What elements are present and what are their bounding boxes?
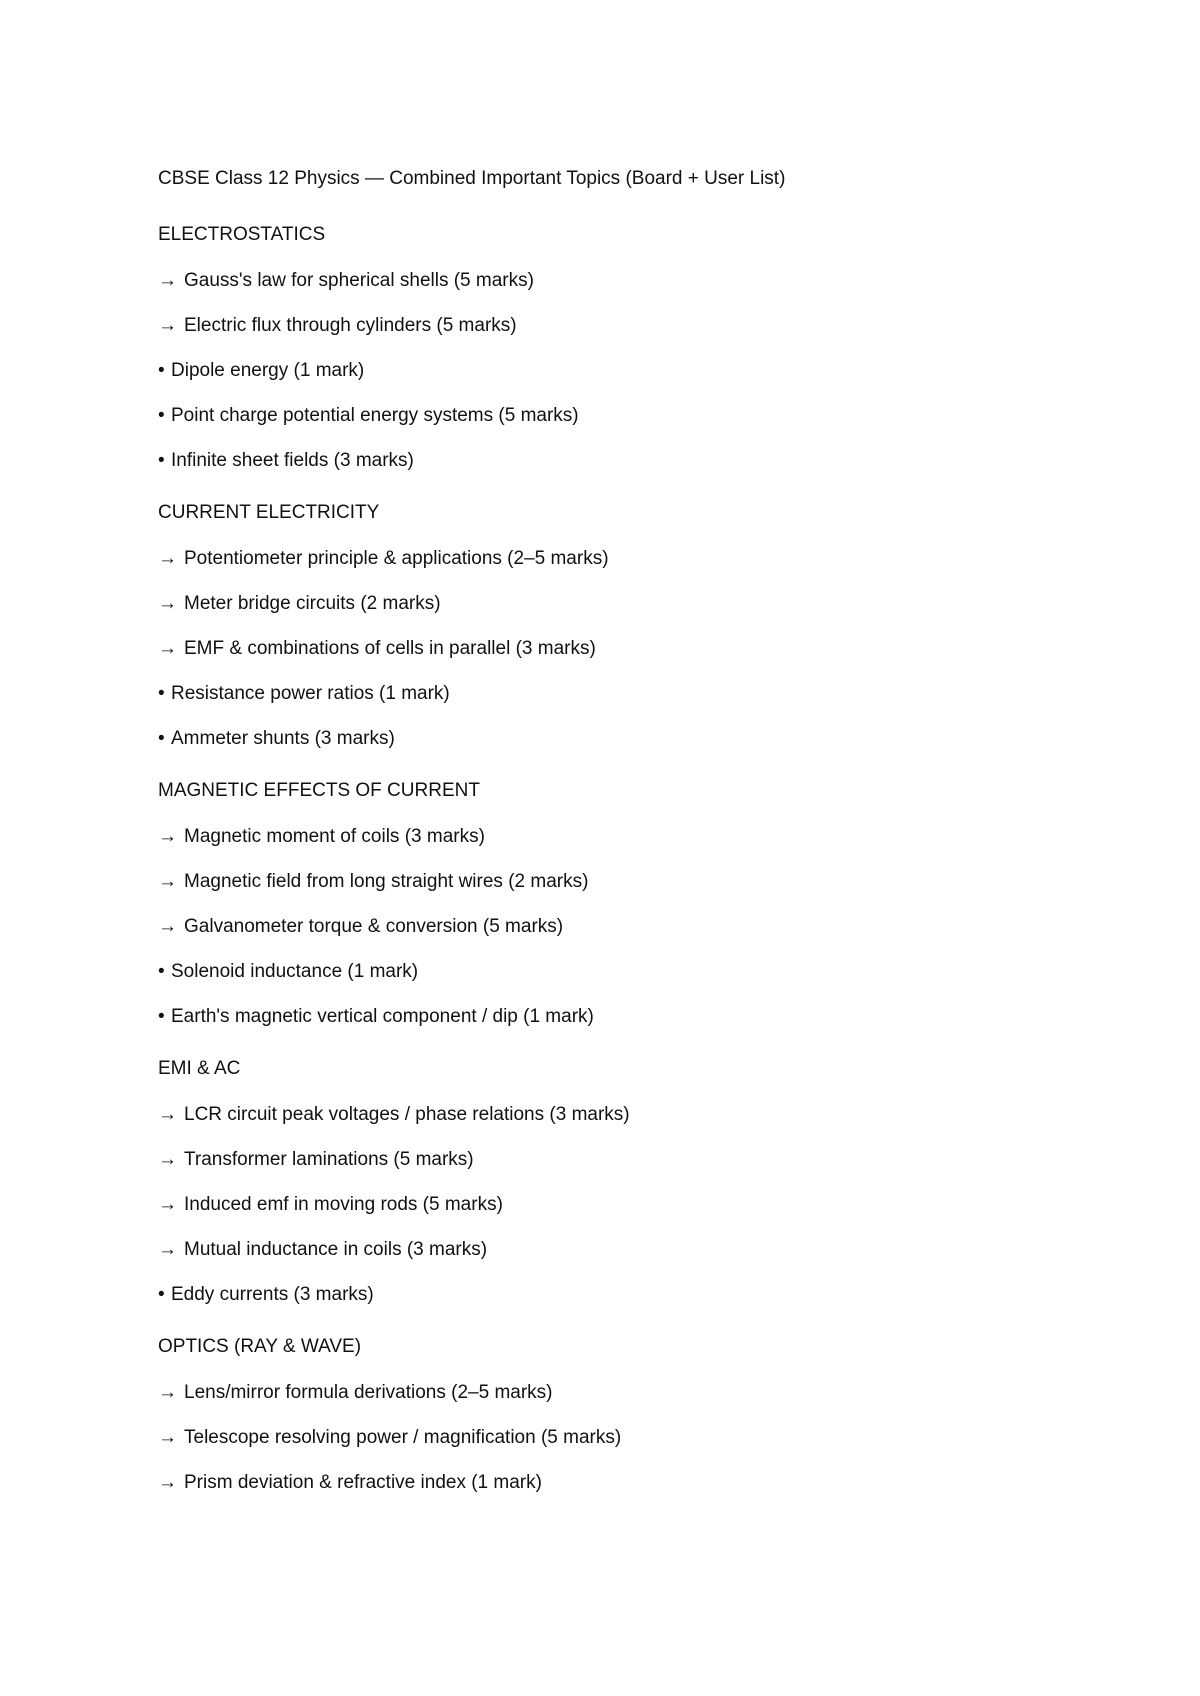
arrow-icon: → (158, 1149, 177, 1170)
topic-text: Point charge potential energy systems (5 marks) (171, 405, 579, 426)
bullet-icon: • (158, 405, 165, 426)
topic-text: Earth's magnetic vertical component / dip (1 mark) (171, 1006, 594, 1027)
arrow-icon: → (158, 1427, 177, 1448)
list-item (158, 871, 1120, 893)
section-heading: EMI & AC (158, 1058, 241, 1079)
list-item (158, 360, 1120, 382)
bullet-icon: • (158, 1284, 165, 1305)
arrow-icon: → (158, 916, 177, 937)
list-item (158, 728, 1120, 750)
topic-text: Lens/mirror formula derivations (2–5 marks) (184, 1382, 553, 1403)
topic-text: LCR circuit peak voltages / phase relations (3 marks) (184, 1104, 630, 1125)
topic-text: Infinite sheet fields (3 marks) (171, 450, 414, 471)
topic-list (158, 1382, 1120, 1494)
bullet-icon: • (158, 360, 165, 381)
document-page (158, 168, 1120, 1524)
arrow-icon: → (158, 1472, 177, 1493)
list-item (158, 1427, 1120, 1449)
list-item (158, 1149, 1120, 1171)
arrow-icon: → (158, 548, 177, 569)
topic-text: Eddy currents (3 marks) (171, 1284, 374, 1305)
topic-text: Transformer laminations (5 marks) (184, 1149, 474, 1170)
topic-text: Telescope resolving power / magnification (5 marks) (184, 1427, 622, 1448)
topic-list (158, 270, 1120, 472)
topic-text: Electric flux through cylinders (5 marks) (184, 315, 517, 336)
arrow-icon: → (158, 826, 177, 847)
topic-text: Induced emf in moving rods (5 marks) (184, 1194, 503, 1215)
topic-text: Meter bridge circuits (2 marks) (184, 593, 441, 614)
arrow-icon: → (158, 593, 177, 614)
arrow-icon: → (158, 315, 177, 336)
list-item (158, 638, 1120, 660)
topic-text: Solenoid inductance (1 mark) (171, 961, 419, 982)
topic-text: Magnetic moment of coils (3 marks) (184, 826, 485, 847)
section-optics (158, 1336, 1120, 1494)
section-heading: OPTICS (RAY & WAVE) (158, 1336, 362, 1357)
section-heading: MAGNETIC EFFECTS OF CURRENT (158, 780, 480, 801)
list-item (158, 270, 1120, 292)
topic-text: EMF & combinations of cells in parallel (3 marks) (184, 638, 596, 659)
topic-text: Potentiometer principle & applications (2–5 marks) (184, 548, 609, 569)
topic-text: Resistance power ratios (1 mark) (171, 683, 450, 704)
arrow-icon: → (158, 1382, 177, 1403)
list-item (158, 405, 1120, 427)
topic-list (158, 1104, 1120, 1306)
section-current-electricity (158, 502, 1120, 750)
topic-text: Magnetic field from long straight wires (2 marks) (184, 871, 589, 892)
section-heading: CURRENT ELECTRICITY (158, 502, 380, 523)
topic-text: Gauss's law for spherical shells (5 marks) (184, 270, 534, 291)
list-item (158, 1239, 1120, 1261)
list-item (158, 961, 1120, 983)
topic-list (158, 548, 1120, 750)
bullet-icon: • (158, 961, 165, 982)
list-item (158, 1284, 1120, 1306)
section-magnetic-effects (158, 780, 1120, 1028)
section-emi-ac (158, 1058, 1120, 1306)
bullet-icon: • (158, 450, 165, 471)
list-item (158, 1472, 1120, 1494)
bullet-icon: • (158, 683, 165, 704)
list-item (158, 593, 1120, 615)
arrow-icon: → (158, 1194, 177, 1215)
list-item (158, 916, 1120, 938)
arrow-icon: → (158, 270, 177, 291)
topic-text: Dipole energy (1 mark) (171, 360, 365, 381)
list-item (158, 1104, 1120, 1126)
section-heading: ELECTROSTATICS (158, 224, 326, 245)
list-item (158, 683, 1120, 705)
list-item (158, 1194, 1120, 1216)
arrow-icon: → (158, 1239, 177, 1260)
list-item (158, 450, 1120, 472)
list-item (158, 1382, 1120, 1404)
topic-text: Mutual inductance in coils (3 marks) (184, 1239, 488, 1260)
list-item (158, 548, 1120, 570)
arrow-icon: → (158, 1104, 177, 1125)
bullet-icon: • (158, 728, 165, 749)
arrow-icon: → (158, 871, 177, 892)
arrow-icon: → (158, 638, 177, 659)
list-item (158, 826, 1120, 848)
list-item (158, 315, 1120, 337)
topic-text: Ammeter shunts (3 marks) (171, 728, 395, 749)
list-item (158, 1006, 1120, 1028)
topic-text: Prism deviation & refractive index (1 mark) (184, 1472, 542, 1493)
section-electrostatics (158, 224, 1120, 472)
topic-text: Galvanometer torque & conversion (5 marks) (184, 916, 564, 937)
document-title: CBSE Class 12 Physics — Combined Important Topics (Board + User List) (158, 168, 786, 189)
bullet-icon: • (158, 1006, 165, 1027)
topic-list (158, 826, 1120, 1028)
